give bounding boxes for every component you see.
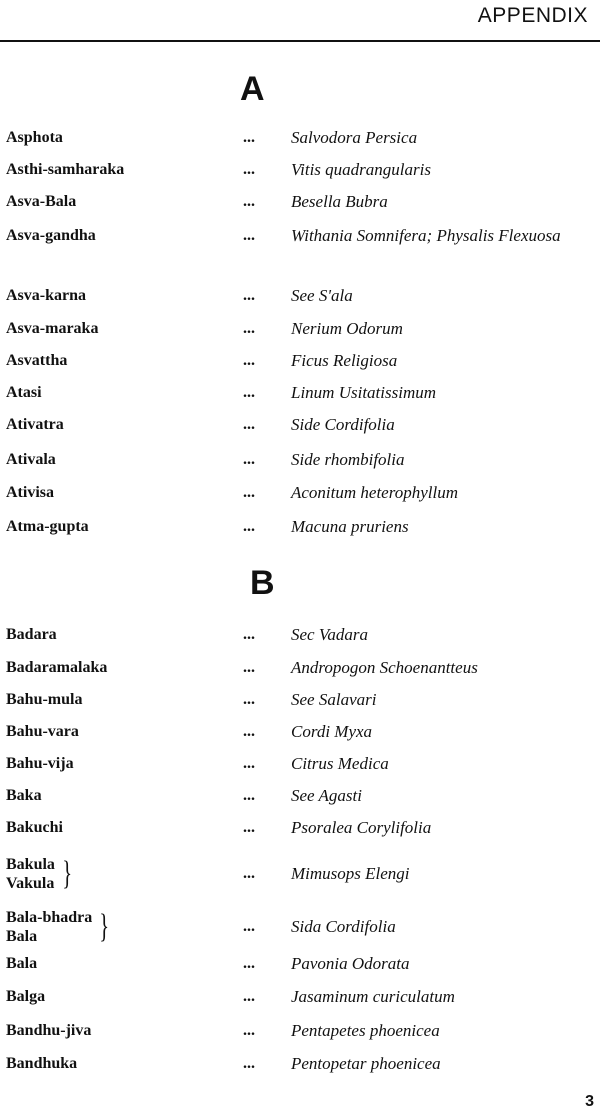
- list-item: [0, 286, 600, 319]
- entry-term: Ativatra: [6, 416, 64, 433]
- entry-dots: ...: [243, 129, 255, 146]
- entry-dots: ...: [243, 1055, 255, 1072]
- grouped-terms: [0, 855, 243, 893]
- entry-dots: ...: [243, 352, 255, 369]
- entry-term: Asva-maraka: [6, 320, 99, 337]
- list-item: [0, 450, 600, 483]
- list-item: [0, 415, 600, 450]
- entry-dots: ...: [243, 723, 255, 740]
- entry-term: Bala-bhadra: [6, 909, 93, 926]
- entry-dots: ...: [243, 416, 255, 433]
- entry-dots: ...: [243, 626, 255, 643]
- entry-meaning: Mimusops Elengi: [291, 864, 410, 883]
- list-item: [0, 987, 600, 1021]
- entry-dots: ...: [243, 320, 255, 337]
- entry-meaning: Pavonia Odorata: [291, 954, 410, 973]
- entry-term: Balga: [6, 988, 46, 1005]
- entry-term: Bakuchi: [6, 819, 63, 836]
- entry-term: Bahu-mula: [6, 691, 83, 708]
- entry-meaning: Side rhombifolia: [291, 450, 405, 469]
- entry-meaning: Pentopetar phoenicea: [291, 1054, 441, 1073]
- list-item: [0, 128, 600, 160]
- entry-dots: ...: [243, 955, 255, 972]
- entry-term: Baka: [6, 787, 42, 804]
- list-item: [0, 722, 600, 754]
- entry-dots: ...: [243, 1022, 255, 1039]
- entry-meaning: Besella Bubra: [291, 192, 388, 211]
- entry-dots: ...: [243, 287, 255, 304]
- entry-dots: ...: [243, 484, 255, 501]
- entry-term: Bahu-vija: [6, 755, 74, 772]
- list-item: [0, 754, 600, 786]
- entry-meaning: Psoralea Corylifolia: [291, 818, 432, 837]
- entry-meaning: See Agasti: [291, 786, 362, 805]
- list-item: [0, 226, 600, 286]
- entry-term: Bandhu-jiva: [6, 1022, 92, 1039]
- section-b-entries: [0, 625, 600, 1086]
- entry-meaning: Cordi Myxa: [291, 722, 373, 741]
- header-divider: [0, 40, 600, 42]
- list-item: [0, 383, 600, 415]
- entry-meaning: See Salavari: [291, 690, 377, 709]
- entry-dots: ...: [243, 659, 255, 676]
- entry-meaning: See S'ala: [291, 286, 353, 305]
- entry-meaning: Side Cordifolia: [291, 415, 395, 434]
- entry-term: Bakula: [6, 856, 55, 873]
- section-letter-a: A: [240, 70, 265, 108]
- grouped-term-stack: [6, 908, 92, 946]
- entry-dots: ...: [243, 755, 255, 772]
- list-item: [0, 625, 600, 658]
- list-item: [0, 848, 600, 900]
- grouped-term-stack: [6, 855, 55, 893]
- entry-meaning: Aconitum heterophyllum: [291, 483, 458, 502]
- list-item: [0, 517, 600, 549]
- list-item: [0, 1021, 600, 1054]
- page-number: 3: [585, 1093, 594, 1110]
- entry-meaning: Citrus Medica: [291, 754, 389, 773]
- entry-meaning: Vitis quadrangularis: [291, 160, 431, 179]
- entry-meaning: Jasaminum curiculatum: [291, 987, 455, 1006]
- entry-term: Bala: [6, 955, 38, 972]
- entry-term: Bandhuka: [6, 1055, 78, 1072]
- entry-meaning: Pentapetes phoenicea: [291, 1021, 440, 1040]
- entry-meaning: Macuna pruriens: [291, 517, 409, 536]
- entry-meaning: Andropogon Schoenantteus: [291, 658, 478, 677]
- entry-term: Ativisa: [6, 484, 54, 501]
- entry-dots: ...: [243, 988, 255, 1005]
- entry-dots: ...: [243, 384, 255, 401]
- entry-dots: ...: [243, 227, 255, 244]
- entry-term: Asthi-samharaka: [6, 161, 125, 178]
- list-item: [0, 900, 600, 954]
- entry-meaning: Sida Cordifolia: [291, 917, 396, 936]
- entry-meaning: Salvodora Persica: [291, 128, 418, 147]
- entry-term: Ativala: [6, 451, 56, 468]
- section-a-entries: [0, 128, 600, 549]
- grouped-terms: [0, 908, 243, 946]
- list-item: [0, 658, 600, 690]
- entry-term: Asva-gandha: [6, 227, 96, 244]
- list-item: [0, 192, 600, 226]
- list-item: [0, 160, 600, 192]
- entry-term: Asva-Bala: [6, 193, 77, 210]
- list-item: [0, 483, 600, 517]
- entry-dots: ...: [243, 161, 255, 178]
- entry-dots: ...: [243, 193, 255, 210]
- list-item: [0, 690, 600, 722]
- entry-term: Asphota: [6, 129, 63, 146]
- entry-dots: ...: [243, 518, 255, 535]
- list-item: [0, 1054, 600, 1086]
- page-header: [0, 0, 600, 50]
- entry-dots: ...: [243, 819, 255, 836]
- entry-term: Atasi: [6, 384, 42, 401]
- entry-dots: ...: [243, 451, 255, 468]
- entry-meaning: Withania Somnifera; Physalis Flexuosa: [291, 226, 561, 245]
- entry-term: Bala: [6, 928, 38, 945]
- entry-dots: ...: [243, 918, 255, 935]
- entry-dots: ...: [243, 865, 255, 882]
- entry-term: Asva-karna: [6, 287, 87, 304]
- list-item: [0, 786, 600, 818]
- entry-meaning: Ficus Religiosa: [291, 351, 398, 370]
- entry-dots: ...: [243, 787, 255, 804]
- entry-term: Bahu-vara: [6, 723, 79, 740]
- section-letter-b: B: [250, 564, 275, 602]
- entry-meaning: Sec Vadara: [291, 625, 368, 644]
- entry-term: Asvattha: [6, 352, 68, 369]
- list-item: [0, 351, 600, 383]
- list-item: [0, 319, 600, 351]
- entry-term: Atma-gupta: [6, 518, 89, 535]
- list-item: [0, 818, 600, 848]
- entry-dots: ...: [243, 691, 255, 708]
- entry-term: Badaramalaka: [6, 659, 108, 676]
- right-brace-icon: }: [99, 908, 110, 945]
- right-brace-icon: }: [62, 855, 72, 892]
- entry-meaning: Nerium Odorum: [291, 319, 403, 338]
- list-item: [0, 954, 600, 987]
- entry-meaning: Linum Usitatissimum: [291, 383, 436, 402]
- entry-term: Badara: [6, 626, 57, 643]
- page-title: APPENDIX: [477, 4, 588, 27]
- entry-term: Vakula: [6, 875, 55, 892]
